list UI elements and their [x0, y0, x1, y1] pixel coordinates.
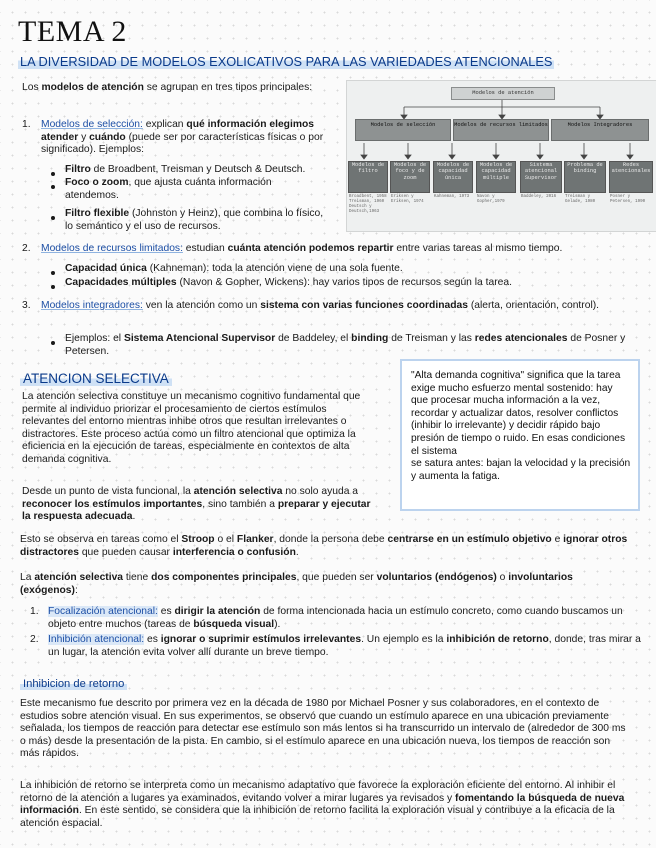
- diagram-ref: Baddeley, 2016: [521, 195, 557, 199]
- bullet-dot-icon: [51, 267, 55, 280]
- callout-text: se satura antes: bajan la velocidad y la precisión y aumenta la fatiga.: [411, 458, 631, 482]
- list-number: 3.: [22, 300, 31, 311]
- section-heading: [20, 371, 172, 387]
- bullet-dot-icon: [51, 337, 55, 350]
- diagram-ref: Eriksen y Eriksen, 1974: [391, 195, 424, 204]
- paragraph: Este mecanismo fue descrito por primera vez en la década de 1980 por Michael Posner y sus colaboradores, en el contexto de estudios sobre atención visual. En sus experimentos, se observó que cuando un estímulo aparece en una ubicación previamente señalada, los tiempos de reacción para detectar ese estímulo son más lentos si ha transcurrido un intervalo de (alrededor de 300 ms o más) desde la presentación de la pista. En cambio, si el estímulo aparece en una ubicación nueva, los tiempos de reacción son más rápidos.: [20, 698, 626, 760]
- diagram-root: Modelos de atención: [451, 87, 555, 100]
- model-integrators-item: Modelos integradores: ven la atención como un sistema con varias funciones coordinadas (alerta, orientación, control).: [41, 300, 600, 311]
- component-item: Inhibición atencional: es ignorar o suprimir estímulos irrelevantes. Un ejemplo es la inhibición de retorno, donde, tras mirar a un lugar, la atención evita volver allí durante un breve tiempo.: [48, 634, 641, 658]
- bullet-dot-icon: [51, 168, 55, 181]
- bullet-dot-icon: [51, 181, 55, 194]
- diagram-group-integrators: Modelos Integradores: [551, 119, 649, 141]
- paragraph: La atención selectiva tiene dos componentes principales, que pueden ser voluntarios (endógenos) o involuntarios (exógenos):: [20, 572, 573, 596]
- model-selection-item: Modelos de selección: explican qué información elegimos atender y cuándo (puede ser por características físicas o por significado). Ejemplos:: [41, 119, 324, 156]
- page-subtitle: [18, 54, 554, 69]
- list-number: 2.: [22, 243, 31, 254]
- callout-text: "Alta demanda cognitiva" significa que la tarea exige mucho esfuerzo mental sostenido: hay que procesar mucha información a la vez, recordar y actualizar datos, resolver conflictos (inhibir lo irrelevante) y decidir rápido bajo presión de tiempo o ruido. En esas condiciones el sistema: [411, 370, 626, 457]
- component-item: Focalización atencional: es dirigir la atención de forma intencionada hacia un estímulo concreto, como cuando buscamos un objeto entre muchos (tareas de búsqueda visual).: [48, 606, 623, 630]
- diagram-leaf: Modelos de filtro: [348, 161, 388, 193]
- diagram-leaf: Problema de binding: [564, 161, 606, 193]
- diagram-ref: Navon y Gopher,1979: [477, 195, 505, 204]
- list-item: Filtro flexible (Johnston y Heinz), que combina lo físico, lo semántico y el uso de recursos.: [65, 208, 324, 232]
- subsection-heading: [20, 677, 127, 691]
- diagram-ref: Treisman y Gelade, 1980: [565, 195, 596, 204]
- model-resources-item: Modelos de recursos limitados: estudian cuánta atención podemos repartir entre varias tareas al mismo tiempo.: [41, 243, 563, 254]
- diagram-ref: Posner y Petersen, 1990: [610, 195, 646, 204]
- diagram-leaf: Redes atencionales: [609, 161, 653, 193]
- page-title: TEMA 2: [18, 15, 127, 48]
- attention-models-diagram: [346, 80, 656, 232]
- paragraph: La inhibición de retorno se interpreta como un mecanismo adaptativo que favorece la exploración eficiente del entorno. Al inhibir el retorno de la atención a lugares ya examinados, evitando volver a mirar lugares ya revisados y fomentando la búsqueda de nueva información. En este sentido, se considera que la inhibición de retorno facilita la exploración visual y contribuye a la eficacia de la atención espacial.: [20, 780, 625, 829]
- diagram-ref: Broadbent, 1958 Treisman, 1960 Deutsch y Deutsch,1963: [349, 195, 387, 214]
- paragraph: Desde un punto de vista funcional, la atención selectiva no solo ayuda a reconocer los estímulos importantes, sino también a preparar y ejecutar la respuesta adecuada.: [22, 486, 371, 523]
- subsection-heading-text: Inhibicion de retorno: [20, 678, 127, 690]
- diagram-leaf: Modelos de foco y de zoom: [390, 161, 430, 193]
- diagram-connectors: [347, 81, 656, 231]
- list-item: Capacidad única (Kahneman): toda la atención viene de una sola fuente.: [65, 263, 403, 274]
- bullet-dot-icon: [51, 212, 55, 225]
- diagram-leaf: Modelos de capacidad múltiple: [476, 161, 516, 193]
- list-item: Ejemplos: el Sistema Atencional Supervisor de Baddeley, el binding de Treisman y las redes atencionales de Posner y Petersen.: [65, 333, 626, 357]
- paragraph: La atención selectiva constituye un mecanismo cognitivo fundamental que permite al individuo priorizar el procesamiento de ciertos estímulos relevantes del entorno mientras inhibe otros que resultan irrelevantes o distractores. Este proceso actúa como un filtro atencional que optimiza la eficiencia en la ejecución de tareas, especialmente en contextos de alta demanda cognitiva.: [22, 391, 361, 465]
- diagram-group-selection: Modelos de selección: [355, 119, 451, 141]
- list-number: 1.: [22, 119, 31, 130]
- section-heading-text: ATENCION SELECTIVA: [20, 371, 172, 386]
- list-item: Foco o zoom, que ajusta cuánta información atendemos.: [65, 177, 272, 201]
- list-item: Capacidades múltiples (Navon & Gopher, Wickens): hay varios tipos de recursos según la tarea.: [65, 277, 512, 288]
- list-number: 1.: [30, 606, 39, 617]
- list-number: 2.: [30, 634, 39, 645]
- list-item: Filtro de Broadbent, Treisman y Deutsch & Deutsch.: [65, 164, 306, 175]
- subtitle-text: LA DIVERSIDAD DE MODELOS EXOLICATIVOS PARA LAS VARIEDADES ATENCIONALES: [20, 54, 553, 69]
- bullet-dot-icon: [51, 281, 55, 294]
- callout-box: [400, 359, 640, 511]
- diagram-ref: Kahneman, 1973: [434, 195, 470, 199]
- diagram-leaf: Sistema atencional Supervisor: [520, 161, 562, 193]
- diagram-group-resources: Modelos de recursos limitados: [453, 119, 549, 141]
- paragraph: Esto se observa en tareas como el Stroop o el Flanker, donde la persona debe centrarse en un estímulo objetivo e ignorar otros distractores que pueden causar interferencia o confusión.: [20, 534, 628, 558]
- diagram-leaf: Modelos de capacidad única: [433, 161, 473, 193]
- intro-paragraph: Los modelos de atención se agrupan en tres tipos principales:: [22, 82, 313, 93]
